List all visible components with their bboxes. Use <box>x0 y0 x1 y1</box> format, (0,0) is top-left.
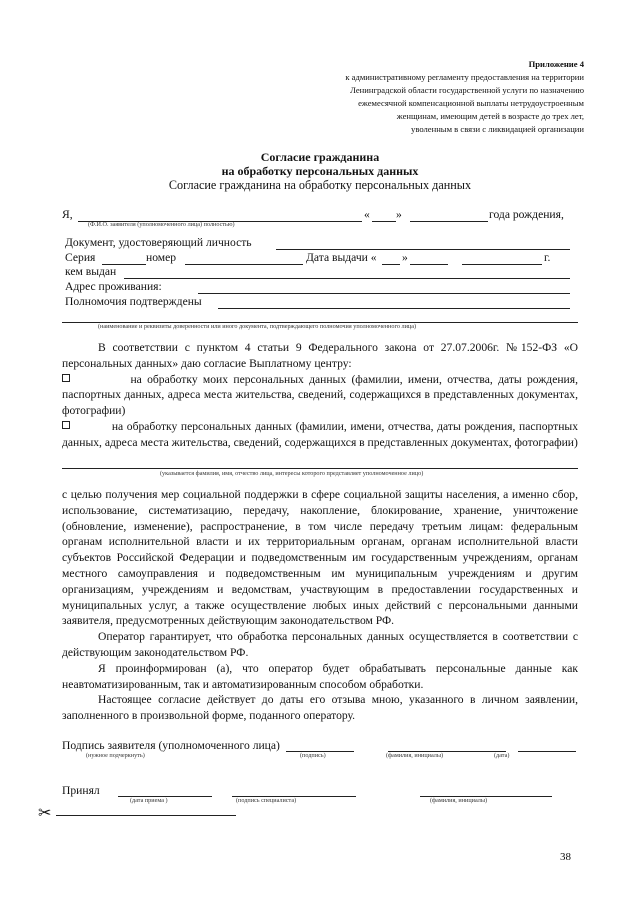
option-1-text: на обработку моих персональных данных (фамилии, имени, отчества, даты рождения, паспортных данных, адреса места жительства, сведений, содержащихся в представленных документах, фотографии) <box>62 372 578 418</box>
issued-by-label: кем выдан <box>65 265 117 278</box>
appendix-line: ежемесячной компенсационной выплаты нетрудоустроенным <box>358 98 584 108</box>
number-label: номер <box>146 251 177 264</box>
option-2-text: на обработку персональных данных (фамилии, имени, отчества, даты рождения, паспортных данных, адреса места жительства, сведений, содержащихся в представленных документах, фотографии) <box>62 419 578 449</box>
number-field[interactable] <box>185 264 303 265</box>
document-title-repeat: Согласие гражданина на обработку персональных данных <box>168 178 472 192</box>
issue-date-close: » <box>402 251 408 264</box>
accepted-label: Принял <box>62 784 100 797</box>
accepted-sign-caption: (подпись специалиста) <box>236 797 297 804</box>
purpose-text: с целью получения мер социальной поддержки в сфере социальной защиты населения, а именно сбор, использование, систематизацию, передачу, накопление, блокирование, хранение, уничтожение (обновление, изменение), распространение, в том числе передачу третьим лицам: федеральным органам исполнительной власти и их территориальным органам, органам исполнительной власти субъектов Российской Федерации и подведомственным им государственным учреждениям, органам местного самоуправления и подведомственным им муниципальным учреждениям и другим организациям, учреждениям и ведомствам, участвующим в предоставлении государственных и муниципальных услуг, а также осуществление любых иных действий с персональными данными заявителя, предусмотренных действующим законодательством РФ. <box>62 488 578 628</box>
validity-text: Настоящее согласие действует до даты его отзыва мною, указанного в личном заявлении, заполненного в произвольной форме, поданного оператору. <box>62 693 578 723</box>
signature-name-caption: (фамилия, инициалы) <box>386 752 444 759</box>
signature-date-caption: (дата) <box>494 752 510 759</box>
appendix-line: к административному регламенту предоставления на территории <box>345 72 584 82</box>
doc-field[interactable] <box>276 249 570 250</box>
checkbox-option-2[interactable] <box>62 421 70 429</box>
represented-person-field[interactable] <box>62 468 578 469</box>
authority-field[interactable] <box>218 308 570 309</box>
appendix-block <box>345 58 584 136</box>
issued-by-field[interactable] <box>124 278 570 279</box>
accepted-name-caption: (фамилия, инициалы) <box>430 797 488 804</box>
year-suffix: г. <box>544 251 551 264</box>
signature-date-field[interactable] <box>518 751 576 752</box>
operator-text: Оператор гарантирует, что обработка персональных данных осуществляется в соответствии с действующим законодательством РФ. <box>62 630 578 659</box>
appendix-line: женщинам, имеющим детей в возрасте до трех лет, <box>396 111 584 121</box>
signature-label: Подпись заявителя (уполномоченного лица) <box>62 739 280 752</box>
page-number: 38 <box>560 851 571 863</box>
intro-text: В соответствии с пунктом 4 статьи 9 Федерального закона от 27.07.2006г. №152-ФЗ «О персональных данных» даю согласие Выплатному центру: <box>62 341 578 370</box>
informed-text: Я проинформирован (а), что оператор будет обрабатывать персональные данные как неавтоматизированным, так и автоматизированным способом обработки. <box>62 661 578 691</box>
document-subtitle: на обработку персональных данных <box>221 164 419 178</box>
doc-label: Документ, удостоверяющий личность <box>65 236 252 249</box>
appendix-title: Приложение 4 <box>528 59 584 69</box>
birth-month-year-field[interactable] <box>410 221 488 222</box>
scissors-icon: ✂ <box>38 805 52 822</box>
authority-caption: (наименование и реквизиты доверенности или иного документа, подтверждающего полномочия уполномоченного лица) <box>98 323 417 330</box>
issue-year-field[interactable] <box>462 264 542 265</box>
checkbox-option-1[interactable] <box>62 374 70 382</box>
signature-sign-caption: (подпись) <box>300 752 326 759</box>
issue-month-field[interactable] <box>410 264 448 265</box>
birth-day-field[interactable] <box>372 221 396 222</box>
option-1 <box>62 372 578 419</box>
birth-year-label: года рождения, <box>489 208 564 221</box>
address-field[interactable] <box>198 293 570 294</box>
i-label: Я, <box>62 208 73 221</box>
authority-label: Полномочия подтверждены <box>65 295 202 308</box>
consent-body <box>62 340 578 451</box>
appendix-line: уволенным в связи с ликвидацией организации <box>411 124 584 134</box>
cut-line <box>56 815 236 816</box>
appendix-line: Ленинградской области государственной услуги по назначению <box>350 85 584 95</box>
option-2-caption: (указывается фамилия, имя, отчество лица, интересы которого представляет уполномоченное лицо) <box>160 470 424 477</box>
document-title: Согласие гражданина <box>260 150 380 164</box>
issue-day-field[interactable] <box>382 264 400 265</box>
address-label: Адрес проживания: <box>65 280 162 293</box>
series-label: Серия <box>65 251 96 264</box>
issue-date-label: Дата выдачи « <box>306 251 377 264</box>
accepted-date-caption: (дата приема ) <box>130 797 168 804</box>
quote-close: » <box>396 208 402 221</box>
option-2 <box>62 419 578 451</box>
fio-caption: (Ф.И.О. заявителя (уполномоченного лица) полностью) <box>88 221 235 228</box>
signature-cross-caption: (нужное подчеркнуть) <box>86 752 145 759</box>
consent-body-2 <box>62 487 578 724</box>
quote-open: « <box>364 208 370 221</box>
